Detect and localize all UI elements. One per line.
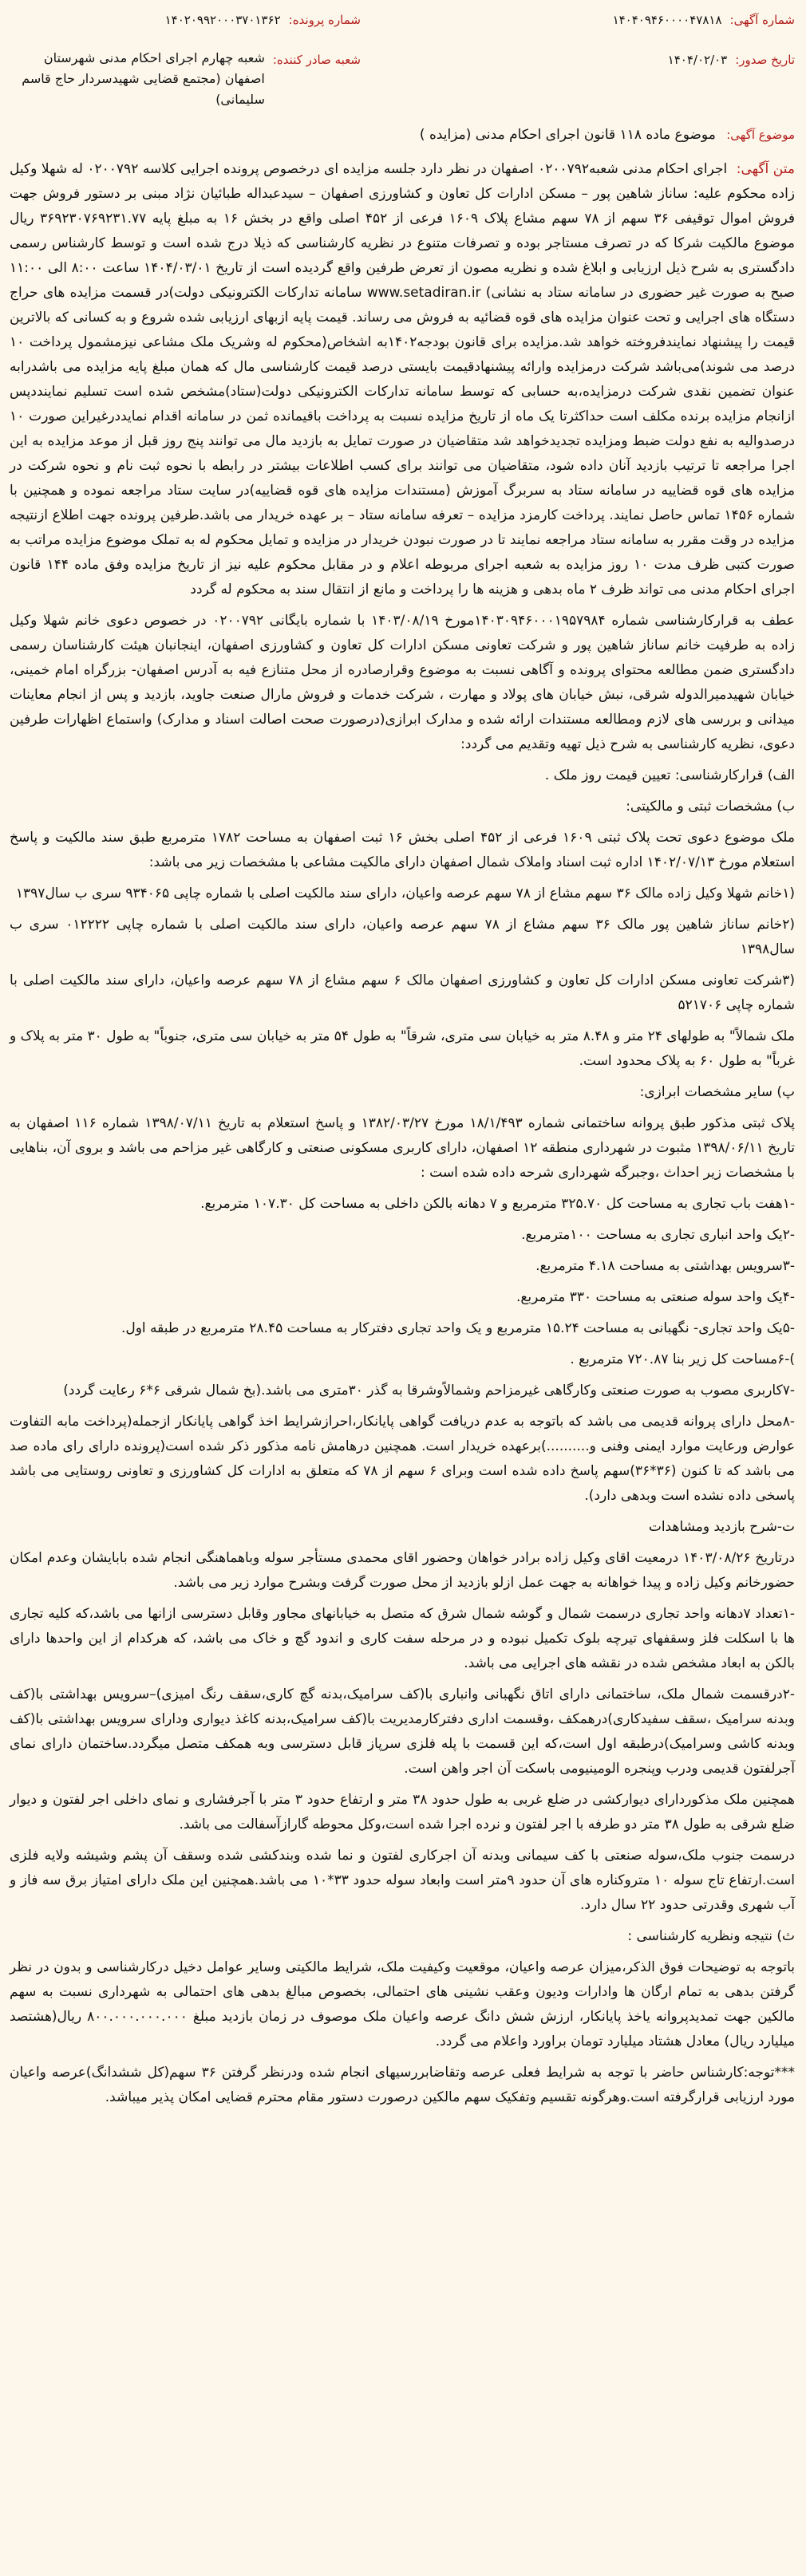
header-row-2 — [10, 48, 795, 112]
building-item: -۳سرویس بهداشتی به مساحت ۴.۱۸ مترمربع. — [535, 1258, 795, 1274]
case-number-value: ۱۴۰۲۰۹۹۲۰۰۰۳۷۰۱۳۶۲ — [164, 13, 281, 27]
observation-item: -۲درقسمت شمال ملک، ساختمانی دارای اتاق نگهبانی وانباری با(کف سرامیک،بدنه گچ کاری،سقف رنگ امیزی)–سرویس بهداشتی با(کف وبدنه سرامیک ،سقف سفیدکاری)درهمکف ،وقسمت اداری دفترکارمدیریت با(کف سرامیک،بدنه کاغذ دیواری ودارای سرویس بهداشتی با(کف وبدنه کاشی وسرامیک)درطبقه اول است،که این قسمت با پله فلزی سرپاز قابل دسترسی وبه همکف متصل میگردد.ساختمان دارای نمای آجرلفتون قدیمی ودرب وپنجره الومینیومی باسکت آن اجر واهن است. — [10, 1686, 795, 1777]
owner-item: (۲خانم ساناز شاهین پور مالک ۳۶ سهم مشاع از ۷۸ سهم عرصه واعیان، دارای سند مالکیت اصلی با شماره چاپی ۰۱۲۲۲۲ سری ب سال۱۳۹۸ — [10, 917, 795, 957]
issue-date-label: تاریخ صدور: — [735, 53, 795, 67]
section-se-title: ث) نتیجه ونظریه کارشناسی : — [627, 1928, 795, 1944]
observation-item: همچنین ملک مذکوردارای دیوارکشی در ضلع غربی به طول حدود ۳۸ متر و ارتفاع حدود ۳ متر با آجرفشاری و نمای داخلی اجر لفتون و دیوار ضلع شرقی به طول ۳۸ متر دو طرفه با اجر لفتون و نرده اجرا شده است،وکل محوطه گارازآسفالت می باشد. — [10, 1792, 795, 1832]
building-item: -۸محل دارای پروانه قدیمی می باشد که باتوجه به عدم دریافت گواهی پایانکار،احرازشرایط اخذ گواهی پایانکار ازجمله(پرداخت مابه التفاوت عوارض ورعایت موارد ایمنی وفنی و..........)برعهده خریدار است. همچنین درهامش نامه مذکور ذکر شده است(پرونده دارای رای ماده صد می باشد که تا کنون (۳۶*۳۶)سهم پاسخ داده شده است وبرای ۶ سهم از ۷۸ که متعلق به ادارات کل کشاورزی و تعاونی روستایی می باشد پاسخی داده نشده است وبدهی دارد). — [10, 1414, 795, 1504]
section-be-text: ملک موضوع دعوی تحت پلاک ثبتی ۱۶۰۹ فرعی از ۴۵۲ اصلی بخش ۱۶ ثبت اصفهان به مساحت ۱۷۸۲ مترمربع طبق سند مالکیت و پاسخ استعلام مورخ ۱۴۰۲/۰۷/۱۳ اداره ثبت اسناد واملاک شمال اصفهان دارای مالکیت مشاعی با مشخصات زیر می باشد: — [10, 830, 796, 870]
branch-value: شعبه چهارم اجرای احکام مدنی شهرستان اصفهان (مجتمع قضایی شهیدسردار حاج قاسم سلیمانی) — [22, 50, 265, 107]
section-te-title: ت-شرح بازدید ومشاهدات — [648, 1519, 795, 1535]
notice-subject — [10, 123, 795, 148]
closing-note: ***توجه:کارشناس حاضر با توجه به شرایط فعلی عرصه وتقاضابررسیهای انجام شده ودرنظر گرفتن ۳۶ سهم(کل ششدانگ)عرصه واعیان مورد ارزیابی قرارگرفته است.وهرگونه تقسیم وتفکیک سهم مالکین درصورت دستور مقام محترم قضایی امکان پذیر میباشد. — [10, 2065, 795, 2105]
subject-label: موضوع آگهی: — [726, 128, 795, 142]
building-item: -۲یک واحد انباری تجاری به مساحت ۱۰۰مترمربع. — [521, 1227, 795, 1243]
notice-body-intro — [10, 157, 795, 602]
section-alef: الف) قرارکارشناسی: تعیین قیمت روز ملک . — [544, 767, 795, 783]
issuing-branch — [10, 48, 361, 110]
issue-date — [428, 48, 795, 73]
observation-item: درسمت جنوب ملک،سوله صنعتی با کف سیمانی وبدنه آن اجرکاری لفتون و نما شده وبندکشی شده وسقف آن پشم وشیشه ولایه فلزی است.ارتفاع تاج سوله ۱۰ متروکناره های آن حدود ۹متر است وابعاد سوله حدود ۳۳*۱۰ می باشد.همچنین این ملک دارای امتیاز برق سه فاز و آب شهری وقدرتی حدود ۲۲ سال دارد. — [10, 1848, 795, 1913]
owner-item: (۳شرکت تعاونی مسکن ادارات کل تعاون و کشاورزی اصفهان مالک ۶ سهم مشاع از ۷۸ سهم عرصه واعیان، دارای سند مالکیت اصلی با شماره چاپی ۵۲۱۷۰۶ — [10, 972, 795, 1013]
notice-number-value: ۱۴۰۴۰۹۴۶۰۰۰۰۴۷۸۱۸ — [612, 13, 722, 27]
building-item: -۴یک واحد سوله صنعتی به مساحت ۳۳۰ مترمربع. — [516, 1289, 795, 1305]
building-item: )-۶مساحت کل زیر بنا ۷۲۰.۸۷ مترمربع . — [570, 1351, 795, 1367]
building-item: -۵یک واحد تجاری- نگهبانی به مساحت ۱۵.۲۴ مترمربع و یک واحد تجاری دفترکار به مساحت ۲۸.۴۵ مترمربع در طبقه اول. — [121, 1320, 795, 1336]
notice-number — [428, 8, 795, 33]
expert-opinion-intro: عطف به قرارکارشناسی شماره ۱۴۰۳۰۹۴۶۰۰۰۱۹۵۷۹۸۴مورخ ۱۴۰۳/۰۸/۱۹ با شماره بایگانی ۰۲۰۰۷۹۲ در خصوص دعوی خانم شهلا وکیل زاده به طرفیت خانم ساناز شاهین پور و شرکت تعاونی مسکن ادارات کل تعاون و کشاورزی اصفهان، اینجانبان هیئت کارشناسان رسمی دادگستری ضمن مطالعه محتوای پرونده و آگاهی نسبت به موضوع وقرارصادره از محل متنازع فیه به آدرس اصفهان- بزرگراه امام خمینی، خیابان شهیدمیرالدوله شرقی، نبش خیابان های پولاد و مهارت ، شرکت خدمات و فروش مارال صنعت جاوید، بازدید و پس از انجام معاینات میدانی و بررسی های لازم ومطالعه مستندات ارائه شده و مدارک ابرازی(درصورت صحت اصالت اسناد و مدارک) واستماع اظهارات طرفین دعوی، نظریه کارشناسی به شرح ذیل تهیه وتقدیم می گردد: — [10, 613, 796, 752]
case-number-label: شماره پرونده: — [288, 13, 361, 27]
section-te-text: درتاریخ ۱۴۰۳/۰۸/۲۶ درمعیت اقای وکیل زاده برادر خواهان وحضور اقای محمدی مستأجر سوله وباهماهنگی انجام شده بابایشان وعدم امکان حضورخانم وکیل زاده و پیدا خواهانه به جهت عمل ازلو بازدید از محل صورت گرفت وبشرح موارد زیر می باشد. — [10, 1550, 795, 1591]
header-row-1 — [10, 8, 795, 48]
owner-item: (۱خانم شهلا وکیل زاده مالک ۳۶ سهم مشاع از ۷۸ سهم عرصه واعیان، دارای سند مالکیت اصلی با شماره چاپی ۹۳۴۰۶۵ سری ب سال۱۳۹۷ — [15, 886, 795, 901]
observation-item: -۱تعداد ۷دهانه واحد تجاری درسمت شمال و گوشه شمال شرق که متصل به خیابانهای مجاور وقابل دسترسی ازانها می باشد،که کلیه تجاری ها با اسکلت فلز وسقفهای تیرچه بلوک تکمیل نبوده و در مرحله سفت کاری و اندود گچ و خاک می باشد، که هرکدام از این واحدها دارای بالکن به ابعاد مشخص شده در نقشه های اجرایی می باشد. — [10, 1606, 795, 1671]
section-pe-text: پلاک ثبتی مذکور طبق پروانه ساختمانی شماره ۱۸/۱/۴۹۳ مورخ ۱۳۸۲/۰۳/۲۷ و پاسخ استعلام به تاریخ ۱۳۹۸/۰۷/۱۱ شماره ۱۱۶ اصفهان به تاریخ ۱۳۹۸/۰۶/۱۱ مثبوت در شهرداری منطقه ۱۲ اصفهان، دارای کاربری مسکونی صنعتی و کارگاهی غیر مزاحم می باشد و بروی آن، بناهایی با مشخصات زیر احداث ،وجبرگه شهرداری شرحه داده شده است : — [10, 1115, 796, 1181]
valuation-conclusion: باتوجه به توضیحات فوق الذکر،میزان عرصه واعیان، موقعیت وکیفیت ملک، شرایط مالکیتی وسایر عوامل دخیل درکارشناسی و بدون در نظر گرفتن بدهی به تمام ارگان ها وادارات ودیون وعقب نشینی های احتمالی، بخصوص مبالغ بدهی های احتمالی به شهرداری نسبت به سهم مالکین جهت تمدیدپروانه یاخذ پایانکار، ارزش شش دانگ عرصه واعیان ملک موصوف در زمان بازدید مبلغ ۸۰۰.۰۰۰.۰۰۰.۰۰۰ ریال(هشتصد میلیارد ریال) معادل هشتاد میلیارد تومان براورد واعلام می گردد. — [10, 1959, 795, 2049]
auction-paragraph: اجرای احکام مدنی شعبه۰۲۰۰۷۹۲ اصفهان در نظر دارد جلسه مزایده ای درخصوص پرونده اجرایی کلاسه ۰۲۰۰۷۹۲ له شهلا وکیل زاده محکوم علیه: ساناز شاهین پور – مسکن ادارات کل تعاون و کشاورزی اصفهان – سیدعبداله طبائیان نژاد مبنی بر دستور فروش جهت فروش اموال توقیفی ۳۶ سهم از ۷۸ سهم مشاع پلاک ۱۶۰۹ فرعی از ۴۵۲ اصلی واقع در بخش ۱۶ به مبلغ پایه ۳۶۹۲۳۰۷۶۹۲۳۱.۷۷ ریال موضوع مالکیت شرکا که در تصرف مستاجر بوده و تصرفات متنوع در نظریه کارشناسی که ذیلا درج شده است و توسط کارشناس رسمی دادگستری به شرح ذیل ارزیابی و ابلاغ شده و نظریه مصون از تعرض طرفین واقع گردیده است از تاریخ ۱۴۰۴/۰۳/۰۱ ساعت ۸:۰۰ الی ۱۱:۰۰ صبح به صورت غیر حضوری در سامانه ستاد به نشانی) www.setadiran.ir سامانه تدارکات الکترونیکی دولت)در قسمت مزایده های حراج دستگاه های اجرایی و تحت عنوان مزایده های قوه قضائیه به فروش می رساند. قیمت پایه ازبهای ارزیابی شده شروع و به کسانی که بالاترین قیمت را پیشنهاد نمایندفروخته خواهد شد.مزایده برای قانون بودجه۱۴۰۲به اشخاص(محکوم له وشریک ملک مشاعی نیزمشمول پرداخت ۱۰ درصد می شوند)می‌باشد شرکت درمزایده وارائه پیشنهادقیمت بایستی درصد قیمت کارشناسی مال که همان مبلغ پایه مزایده می باشدرابه عنوان تضمین نقدی شرکت درمزایده،به حسابی که توسط سامانه تدارکات الکترونیکی دولت(ستاد)مشخص شده است تسلیم نماینددپس ازانجام مزایده برنده مکلف است حداکثرتا یک ماه از تاریخ مزایده نسبت به پرداخت باقیمانده ثمن در سامانه اقدام نمایددرغیراین صورت ۱۰ درصدوالیه به نفع دولت ضبط ومزایده تجدیدخواهد شد متقاضیان در صورت تمایل به بازدید مال می توانند پنج روز قبل از موعد مزایده به این اجرا مراجعه تا ترتیب بازدید آنان داده شود، متقاضیان می توانند برای کسب اطلاعات بیشتر در رابطه با نحوه ثبت نام و نحوه شرکت در مزایده های قوه قضاییه در سامانه ستاد به سربرگ آموزش (مستندات مزایده های قوه قضاییه)در سایت ستاد مراجعه نموده و همچنین با شماره ۱۴۵۶ تماس حاصل نمایند. پرداخت کارمزد مزایده – تعرفه سامانه ستاد – بر عهده خریدار می باشد.طرفین پرونده جهت اطلاع ازنتیجه مزایده در وقت مقرر به سامانه ستاد مراجعه نمایند تا در صورت نبودن خریدار در مزایده و تمایل محکوم له به تملک موضوع مزایده مراتب به صورت کتبی ظرف مدت ۱۰ روز مزایده به شعبه اجرای مربوطه اعلام و در مقابل محکوم علیه نیز از تاریخ مزایده وفق ماده ۱۴۴ قانون اجرای احکام مدنی می تواند ظرف ۲ ماه بدهی و هزینه ها را پرداخت و مانع از انتقال سند به محکوم له گردد — [10, 161, 795, 598]
branch-label: شعبه صادر کننده: — [272, 53, 361, 67]
building-item: -۷کاربری مصوب به صورت صنعتی وکارگاهی غیرمزاحم وشمالاًوشرقا به گذر ۳۰متری می باشد.(بخ شمال شرقی ۶*۶ رعایت گردد) — [63, 1383, 795, 1398]
subject-text: موضوع ماده ۱۱۸ قانون اجرای احکام مدنی (مزایده ) — [419, 127, 716, 143]
section-be-title: ب) مشخصات ثبتی و مالکیتی: — [626, 799, 795, 815]
section-pe-title: پ) سایر مشخصات ابرازی: — [639, 1084, 795, 1100]
notice-number-label: شماره آگهی: — [729, 13, 795, 27]
notice-text-label: متن آگهی: — [736, 161, 795, 177]
issue-date-value: ۱۴۰۴/۰۲/۰۳ — [667, 53, 728, 67]
building-item: -۱هفت باب تجاری به مساحت کل ۳۲۵.۷۰ مترمربع و ۷ دهانه بالکن داخلی به مساحت کل ۱۰۷.۳۰ مترمربع. — [200, 1196, 795, 1212]
case-number — [10, 8, 361, 33]
property-boundaries: ملک شمالاً" به طولهای ۲۴ متر و ۸.۴۸ متر به خیابان سی متری، شرقاً" به طول ۵۴ متر به خیابان سی متری، جنوباً" به طول ۳۰ متر به پلاک و غرباً" به طول ۶۰ به پلاک محدود است. — [10, 1028, 795, 1069]
